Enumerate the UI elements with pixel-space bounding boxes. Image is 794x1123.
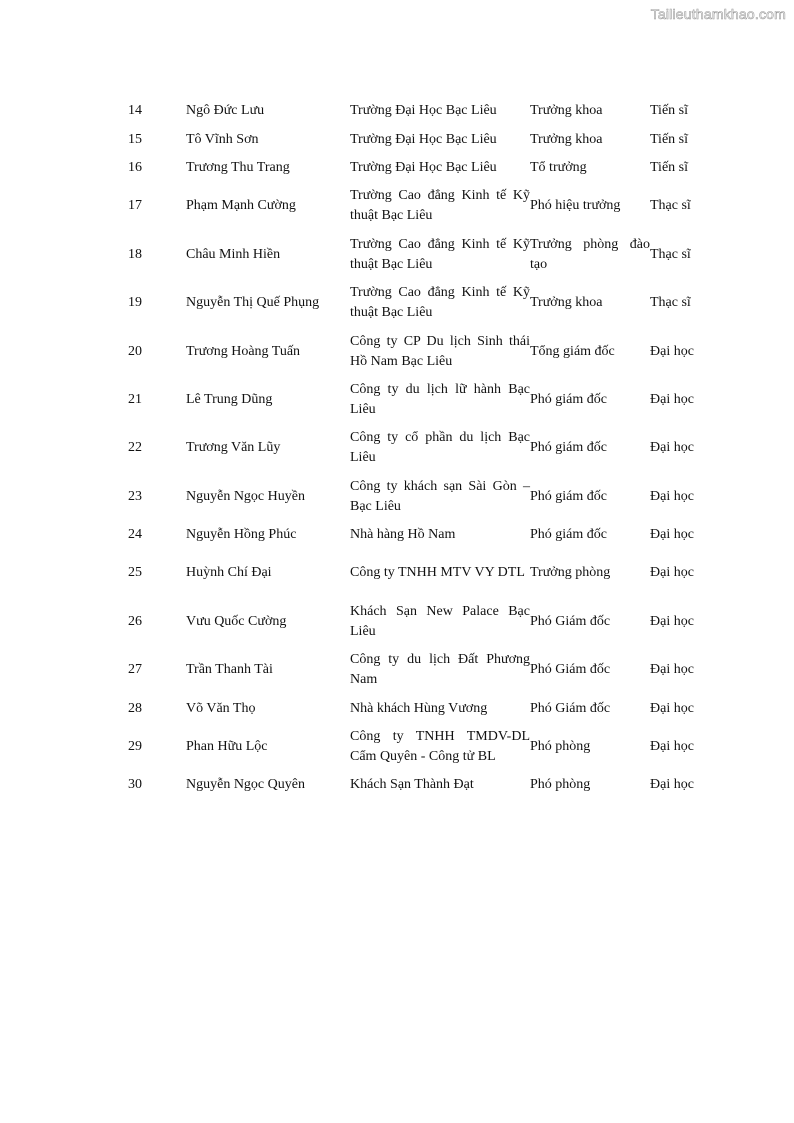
table-row (128, 327, 730, 375)
organization: Nhà hàng Hồ Nam (350, 527, 456, 543)
row-number: 14 (128, 103, 142, 119)
person-name: Châu Minh Hiền (186, 246, 281, 262)
table-row (128, 376, 730, 424)
person-name: Nguyễn Ngọc Huyền (186, 488, 305, 504)
person-name: Võ Văn Thọ (186, 700, 256, 716)
person-name: Ngô Đức Lưu (186, 103, 265, 119)
table-row (128, 97, 730, 125)
row-number: 15 (128, 131, 142, 147)
job-position: Tổng giám đốc (530, 343, 615, 359)
row-number: 24 (128, 527, 142, 543)
table-row (128, 231, 730, 279)
organization: Công ty du lịch Đất Phương Nam (350, 652, 530, 688)
person-name: Nguyễn Hồng Phúc (186, 527, 297, 543)
row-number: 21 (128, 391, 142, 407)
table-row (128, 473, 730, 521)
table-row (128, 598, 730, 646)
person-name: Trương Hoàng Tuấn (186, 343, 301, 359)
row-number: 25 (128, 565, 142, 581)
row-number: 26 (128, 613, 142, 629)
job-position: Trưởng khoa (530, 295, 603, 311)
organization: Khách Sạn New Palace Bạc Liêu (350, 603, 530, 639)
academic-degree: Đại học (650, 662, 694, 678)
row-number: 28 (128, 700, 142, 716)
organization: Trường Đại Học Bạc Liêu (350, 131, 497, 147)
job-position: Phó giám đốc (530, 527, 607, 543)
academic-degree: Thạc sĩ (650, 295, 691, 311)
organization: Công ty khách sạn Sài Gòn – Bạc Liêu (350, 478, 530, 514)
organization: Nhà khách Hùng Vương (350, 700, 488, 716)
table-row (128, 424, 730, 472)
academic-degree: Thạc sĩ (650, 198, 691, 214)
row-number: 17 (128, 198, 142, 214)
table-row (128, 182, 730, 230)
job-position: Phó giám đốc (530, 391, 607, 407)
academic-degree: Đại học (650, 565, 694, 581)
person-name: Trương Thu Trang (186, 159, 290, 175)
table-row (128, 279, 730, 327)
organization: Trường Đại Học Bạc Liêu (350, 103, 497, 119)
organization: Công ty cổ phần du lịch Bạc Liêu (350, 430, 530, 466)
person-name: Nguyễn Ngọc Quyên (186, 777, 305, 793)
academic-degree: Đại học (650, 527, 694, 543)
job-position: Phó giám đốc (530, 440, 607, 456)
academic-degree: Đại học (650, 343, 694, 359)
job-position: Phó hiệu trưởng (530, 198, 621, 214)
table-row (128, 154, 730, 182)
row-number: 16 (128, 159, 142, 175)
organization: Công ty CP Du lịch Sinh thái Hồ Nam Bạc Liêu (350, 333, 530, 369)
table-row (128, 723, 730, 771)
person-name: Phạm Mạnh Cường (186, 198, 296, 214)
person-name: Trần Thanh Tài (186, 662, 273, 678)
academic-degree: Tiến sĩ (650, 159, 689, 175)
job-position: Trưởng khoa (530, 131, 603, 147)
organization: Công ty du lịch lữ hành Bạc Liêu (350, 381, 530, 417)
job-position: Phó Giám đốc (530, 662, 611, 678)
row-number: 20 (128, 343, 142, 359)
table-row (128, 549, 730, 597)
person-name: Lê Trung Dũng (186, 391, 273, 407)
academic-degree: Đại học (650, 613, 694, 629)
organization: Trường Cao đẳng Kinh tế Kỹ thuật Bạc Liêu (350, 188, 530, 224)
job-position: Phó Giám đốc (530, 700, 611, 716)
table-row (128, 771, 730, 799)
person-name: Trương Văn Lũy (186, 440, 281, 456)
academic-degree: Đại học (650, 391, 694, 407)
person-name: Huỳnh Chí Đại (186, 565, 272, 581)
job-position: Tổ trưởng (530, 159, 587, 175)
academic-degree: Tiến sĩ (650, 103, 689, 119)
row-number: 22 (128, 440, 142, 456)
academic-degree: Thạc sĩ (650, 246, 691, 262)
job-position: Phó giám đốc (530, 488, 607, 504)
academic-degree: Đại học (650, 777, 694, 793)
organization: Trường Đại Học Bạc Liêu (350, 159, 497, 175)
academic-degree: Đại học (650, 739, 694, 755)
academic-degree: Đại học (650, 440, 694, 456)
table-row (128, 521, 730, 549)
organization: Công ty TNHH TMDV-DL Cẩm Quyên - Công tử BL (350, 729, 530, 765)
row-number: 29 (128, 739, 142, 755)
row-number: 23 (128, 488, 142, 504)
table-row (128, 694, 730, 722)
organization: Công ty TNHH MTV VY DTL (350, 565, 525, 581)
job-position: Trưởng khoa (530, 103, 603, 119)
job-position: Phó phòng (530, 777, 591, 793)
academic-degree: Tiến sĩ (650, 131, 689, 147)
expert-table (128, 97, 730, 800)
person-name: Nguyễn Thị Quế Phụng (186, 295, 320, 311)
job-position: Phó Giám đốc (530, 613, 611, 629)
table-row (128, 646, 730, 694)
organization: Trường Cao đẳng Kinh tế Kỹ thuật Bạc Liêu (350, 236, 530, 272)
person-name: Tô Vĩnh Sơn (186, 131, 259, 147)
organization: Khách Sạn Thành Đạt (350, 777, 474, 793)
person-name: Phan Hữu Lộc (186, 739, 268, 755)
row-number: 18 (128, 246, 142, 262)
watermark: Tailieuthamkhao.com (650, 6, 786, 22)
academic-degree: Đại học (650, 700, 694, 716)
person-name: Vưu Quốc Cường (186, 613, 287, 629)
job-position: Phó phòng (530, 739, 591, 755)
row-number: 19 (128, 295, 142, 311)
row-number: 27 (128, 662, 142, 678)
row-number: 30 (128, 777, 142, 793)
organization: Trường Cao đẳng Kinh tế Kỹ thuật Bạc Liêu (350, 285, 530, 321)
job-position: Trưởng phòng đào tạo (530, 236, 650, 272)
academic-degree: Đại học (650, 488, 694, 504)
table-row (128, 125, 730, 153)
job-position: Trưởng phòng (530, 565, 611, 581)
